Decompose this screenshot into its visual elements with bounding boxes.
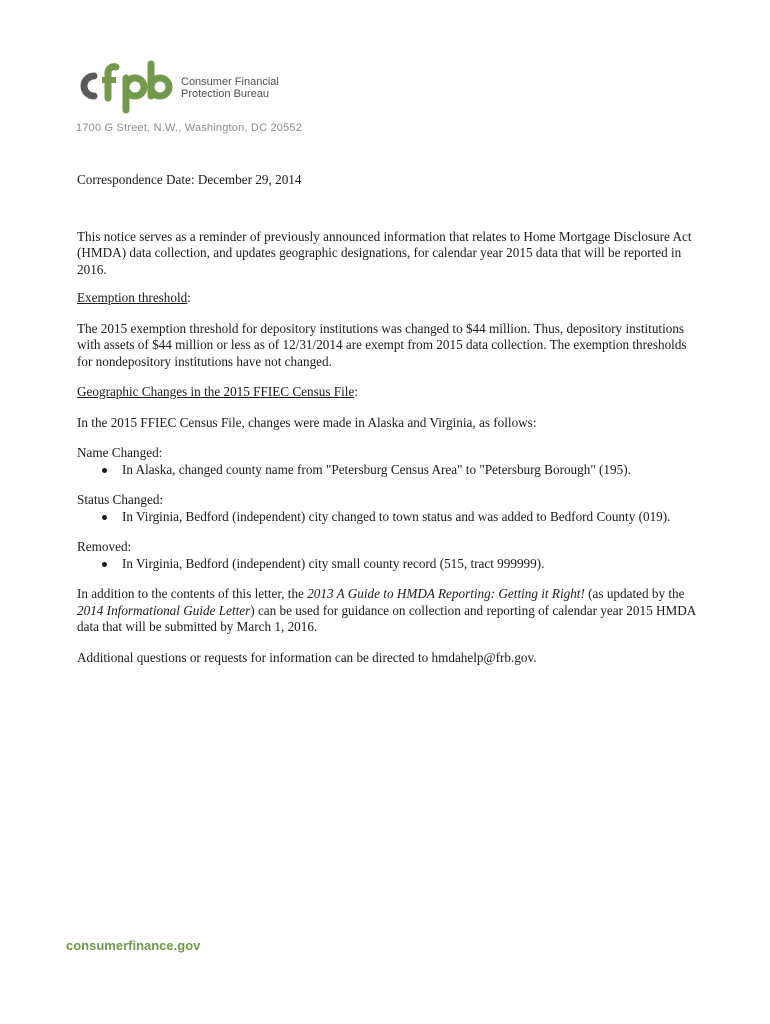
guide-letter-title: 2014 Informational Guide Letter — [77, 602, 251, 618]
guide-text-2: (as updated by the — [584, 586, 685, 601]
list-item — [122, 462, 697, 479]
name-changed-list — [77, 462, 697, 479]
bureau-name — [181, 76, 279, 100]
guide-paragraph — [77, 586, 697, 636]
guide-text-3: ) can be used for guidance on collection and reporting of calendar year 2015 HMDA data that will be submitted by March 1, 2016. — [77, 602, 696, 634]
status-changed-label: Status Changed: — [77, 492, 164, 507]
exemption-heading-colon: : — [187, 290, 191, 305]
geographic-heading — [77, 384, 697, 401]
status-changed-list — [77, 509, 697, 526]
guide-text-1: In addition to the contents of this letter, the — [77, 586, 308, 601]
contact-paragraph: Additional questions or requests for information can be directed to hmdahelp@frb.gov. — [77, 649, 537, 665]
correspondence-date: Correspondence Date: December 29, 2014 — [77, 172, 302, 187]
geographic-intro: In the 2015 FFIEC Census File, changes were made in Alaska and Virginia, as follows: — [77, 414, 537, 430]
cfpb-logo — [76, 58, 176, 114]
removed-item: In Virginia, Bedford (independent) city small county record (515, tract 999999). — [122, 555, 545, 571]
name-changed-label: Name Changed: — [77, 445, 163, 460]
exemption-paragraph: The 2015 exemption threshold for depository institutions was changed to $44 million. Thus, depository institutions with assets of $44 million or less as of 12/31/2014 are exempt from 2015 data collection. The exemption thresholds for nondepository institutions have not changed. — [77, 320, 687, 369]
bureau-address: 1700 G Street, N.W., Washington, DC 20552 — [76, 122, 303, 134]
exemption-heading — [77, 290, 697, 307]
bullet-icon — [102, 468, 107, 473]
geographic-heading-text: Geographic Changes in the 2015 FFIEC Census File — [77, 384, 355, 399]
bureau-name-line2: Protection Bureau — [181, 88, 270, 100]
intro-paragraph: This notice serves as a reminder of previously announced information that relates to Home Mortgage Disclosure Act (HMDA) data collection, and updates geographic designations, for calendar year 2015 data that will be reported in 2016. — [77, 228, 692, 277]
name-changed-item: In Alaska, changed county name from "Petersburg Census Area" to "Petersburg Borough" (195). — [122, 461, 631, 477]
bullet-icon — [102, 515, 107, 520]
letter-body — [77, 172, 697, 680]
geographic-heading-colon: : — [354, 384, 358, 399]
status-changed-item: In Virginia, Bedford (independent) city changed to town status and was added to Bedford County (019). — [122, 508, 671, 524]
removed-label: Removed: — [77, 539, 132, 554]
bullet-icon — [102, 562, 107, 567]
footer-website: consumerfinance.gov — [66, 938, 201, 953]
list-item — [122, 556, 697, 573]
letterhead — [76, 58, 376, 118]
bureau-name-line1: Consumer Financial — [181, 76, 279, 88]
list-item — [122, 509, 697, 526]
guide-title: 2013 A Guide to HMDA Reporting: Getting it Right! — [307, 586, 585, 601]
exemption-heading-text: Exemption threshold — [77, 290, 188, 305]
removed-list — [77, 556, 697, 573]
